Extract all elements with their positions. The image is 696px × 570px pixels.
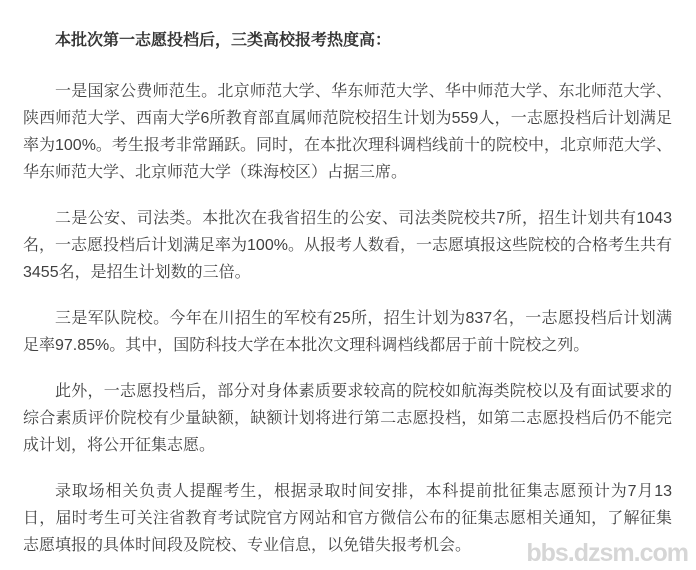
paragraph-second-choice-transfer: 此外，一志愿投档后，部分对身体素质要求较高的院校如航海类院校以及有面试要求的综合素质评价院校有少量缺额，缺额计划将进行第二志愿投档，如第二志愿投档后仍不能完成计划，将公开征集志愿。 xyxy=(23,383,672,454)
paragraph-teacher-colleges: 一是国家公费师范生。北京师范大学、华东师范大学、华中师范大学、东北师范大学、陕西师范大学、西南大学6所教育部直属师范院校招生计划为559人，一志愿投档后计划满足率为100%。考生报考非常踊跃。同时，在本批次理科调档线前十的院校中，北京师范大学、华东师范大学、北京师范大学（珠海校区）占据三席。 xyxy=(23,83,672,181)
site-watermark: bbs.dzsm.com xyxy=(526,539,688,567)
article-title: 本批次第一志愿投档后，三类高校报考热度高： xyxy=(55,32,392,49)
paragraph-reminder-notice: 录取场相关负责人提醒考生，根据录取时间安排，本科提前批征集志愿预计为7月13日，届时考生可关注省教育考试院官方网站和官方微信公布的征集志愿相关通知，了解征集志愿填报的具体时间段及院校、专业信息，以免错失报考机会。 xyxy=(23,483,672,554)
paragraph-military-colleges: 三是军队院校。今年在川招生的军校有25所，招生计划为837名，一志愿投档后计划满足率97.85%。其中，国防科技大学在本批次文理科调档线都居于前十院校之列。 xyxy=(23,310,672,354)
paragraph-police-law-colleges: 二是公安、司法类。本批次在我省招生的公安、司法类院校共7所，招生计划共有1043名，一志愿投档后计划满足率为100%。从报考人数看，一志愿填报这些院校的合格考生共有3455名，是招生计划数的三倍。 xyxy=(23,210,672,281)
